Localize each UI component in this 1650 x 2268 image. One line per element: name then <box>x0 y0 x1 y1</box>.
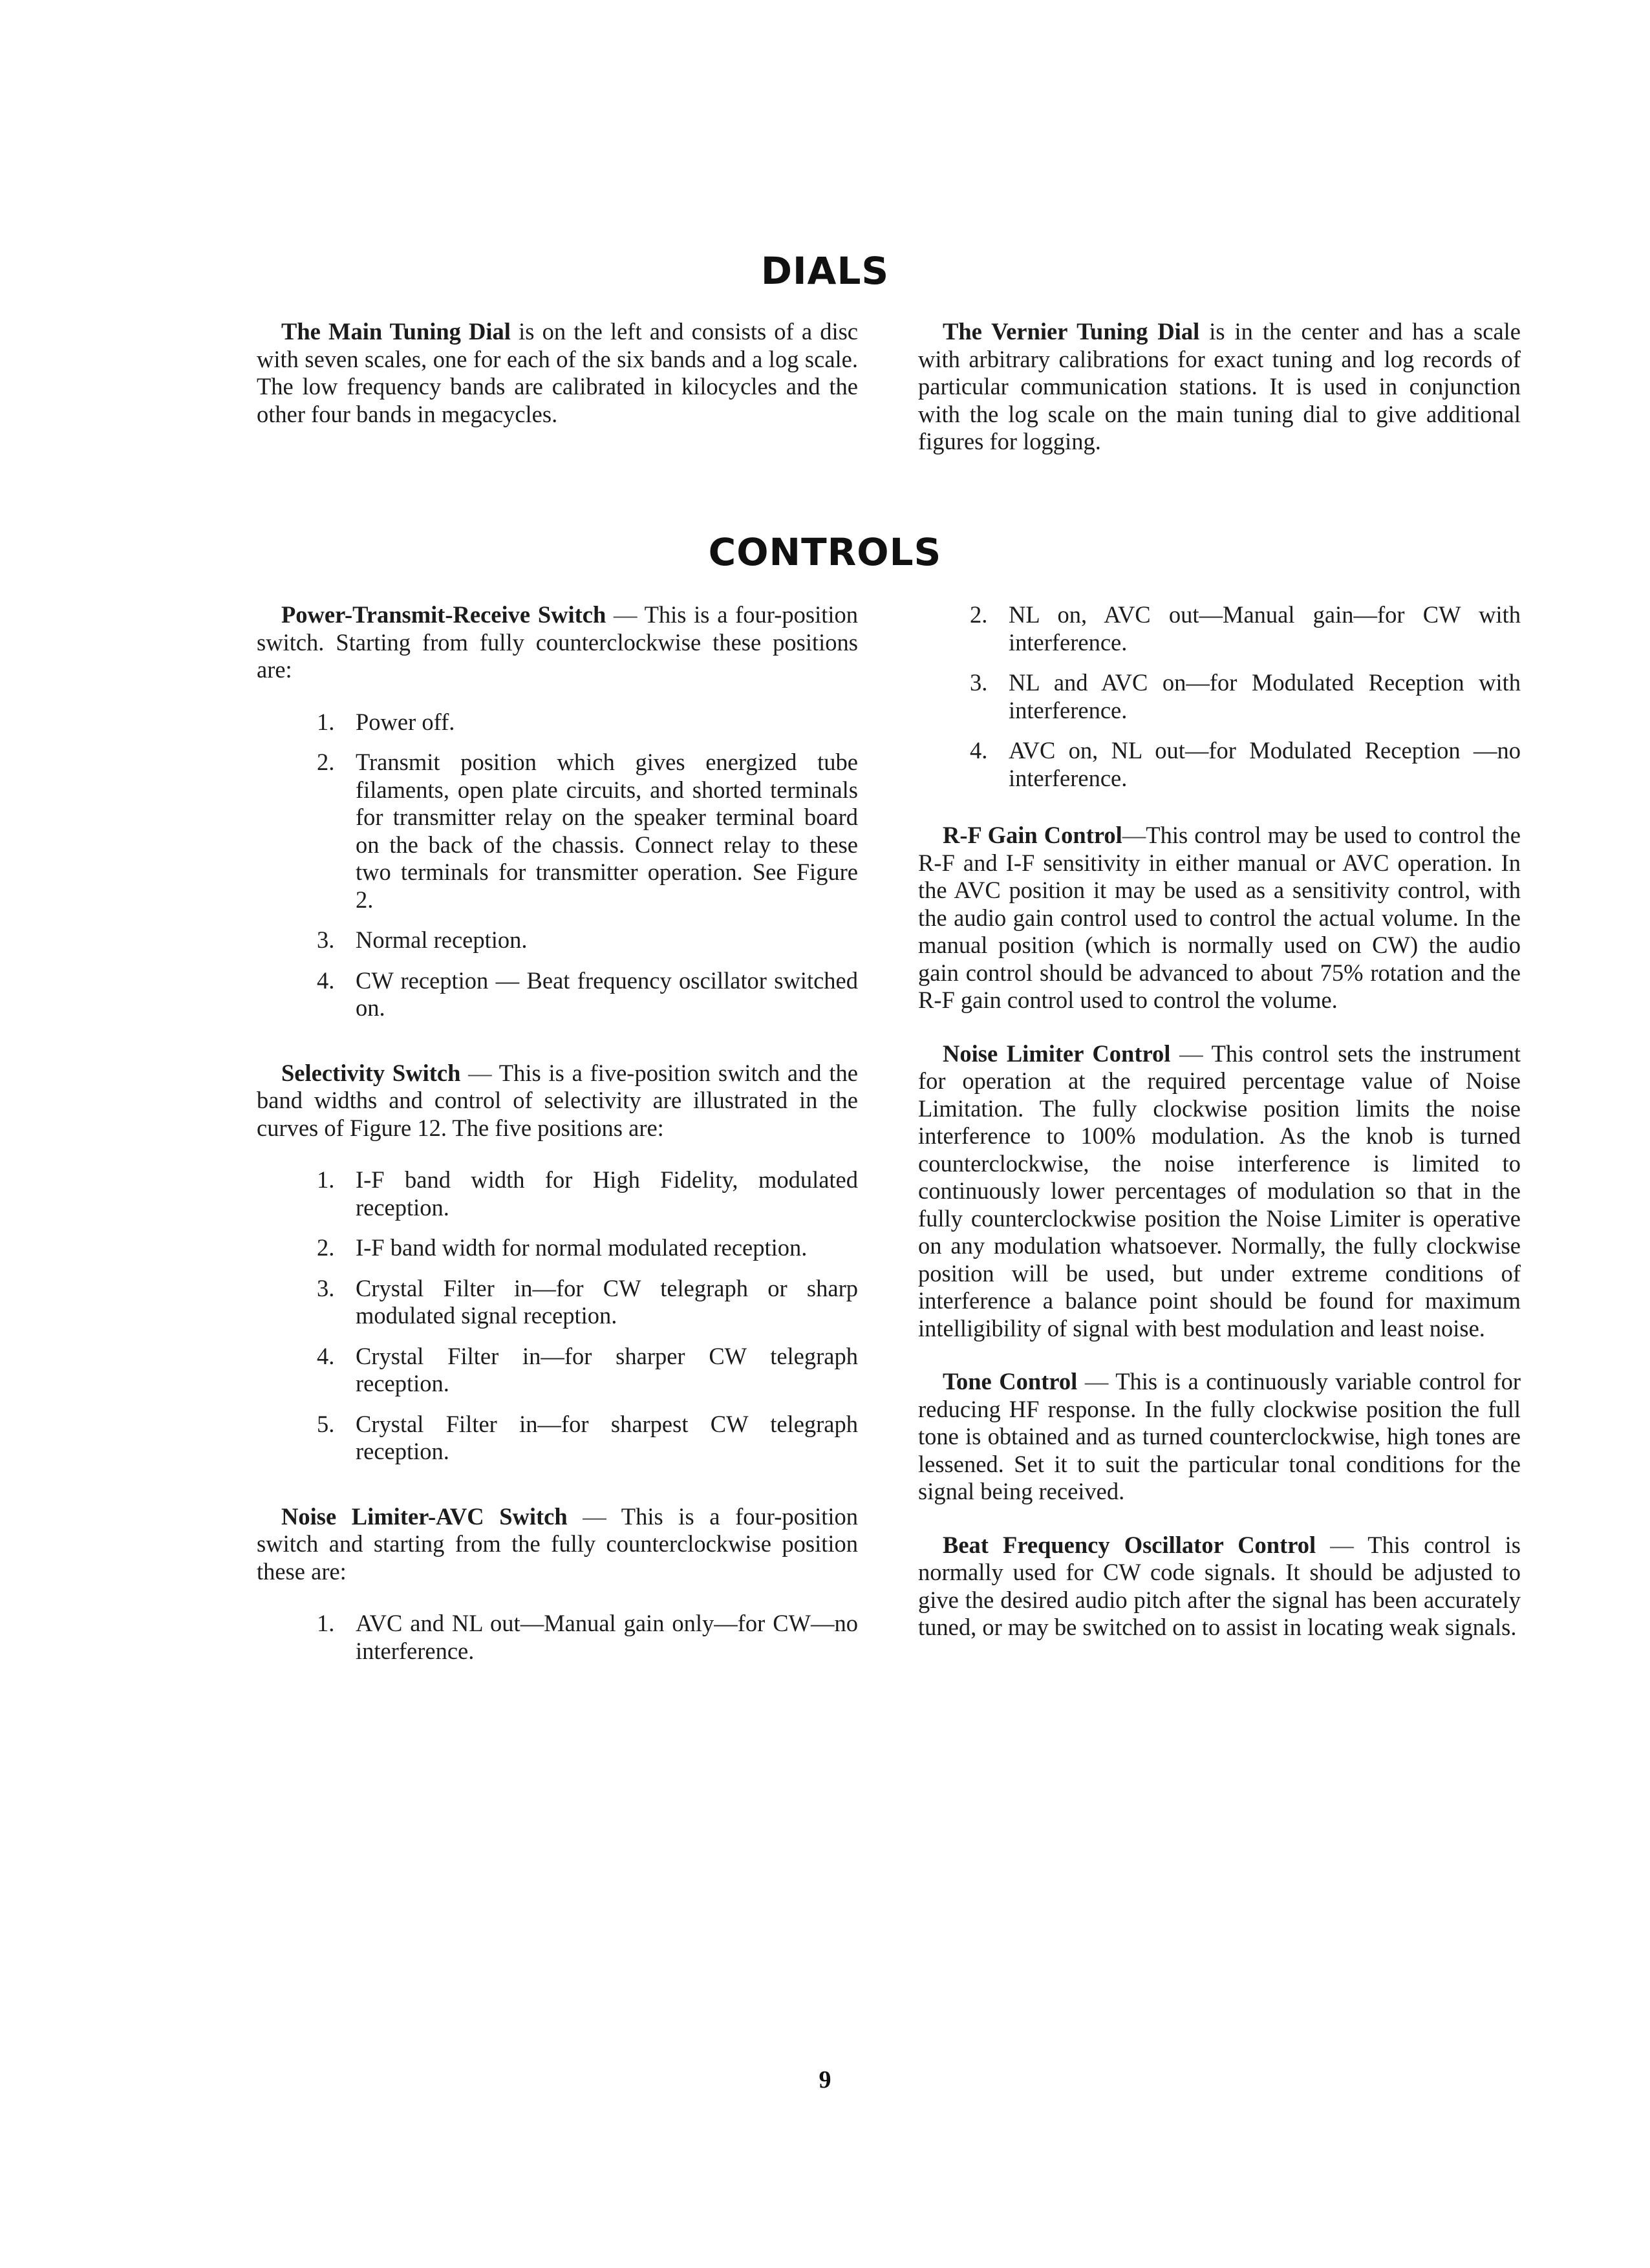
vernier-tuning-dial-text: is in the center and has a scale with arbitrary calibrations for exact tuning and log records of particular communication stations. It is used in conjunction with the log scale on the main tuning dial to give additional figures for logging. <box>918 318 1521 455</box>
item-text: AVC on, NL out—for Modulated Reception —no interference. <box>1009 737 1521 791</box>
item-number: 3. <box>970 669 988 696</box>
selectivity-switch-section <box>257 1060 858 1466</box>
vernier-tuning-dial-lead: The Vernier Tuning Dial <box>943 318 1200 345</box>
list-item <box>317 1343 858 1398</box>
item-text: Crystal Filter in—for sharpest CW telegraph reception. <box>356 1410 858 1464</box>
selectivity-switch-positions <box>257 1166 858 1466</box>
tone-control-lead: Tone Control <box>943 1368 1078 1395</box>
noise-limiter-avc-switch-lead: Noise Limiter-AVC Switch <box>281 1503 568 1530</box>
item-number: 1. <box>317 1610 335 1636</box>
item-text: NL on, AVC out—Manual gain—for CW with interference. <box>1009 601 1521 656</box>
bfo-control-lead: Beat Frequency Oscillator Control <box>943 1531 1316 1558</box>
list-item <box>970 737 1521 792</box>
em-dash: — <box>1122 822 1146 848</box>
noise-limiter-avc-switch-paragraph <box>257 1503 858 1586</box>
item-number: 1. <box>317 708 335 735</box>
tone-control-section <box>918 1368 1521 1506</box>
list-item <box>317 1610 858 1665</box>
main-tuning-dial-lead: The Main Tuning Dial <box>281 318 511 345</box>
power-switch-paragraph <box>257 601 858 684</box>
controls-heading: CONTROLS <box>708 530 942 574</box>
list-item <box>317 709 858 736</box>
item-number: 4. <box>970 737 988 764</box>
list-item <box>317 967 858 1022</box>
list-item <box>317 926 858 954</box>
rf-gain-control-lead: R-F Gain Control <box>943 822 1122 848</box>
bfo-control-text: This control is normally used for CW code signals. It should be adjusted to give the desired audio pitch after the signal has been accurately tuned, or may be switched on to assist in locating weak signals. <box>918 1531 1521 1640</box>
dials-heading: DIALS <box>760 249 890 293</box>
noise-limiter-control-lead: Noise Limiter Control <box>943 1040 1171 1067</box>
main-tuning-dial-paragraph <box>257 318 858 428</box>
list-item <box>317 1411 858 1466</box>
noise-limiter-control-section <box>918 1040 1521 1343</box>
noise-limiter-control-text: This control sets the instrument for operation at the required percentage value of Noise Limitation. The fully clockwise position limits the noise interference to 100% modulation. As the knob is turned counterclockwise, the noise interference is limited to continuously lower percentages of modulation so that in the fully counterclockwise position the Noise Limiter is operative on any modulation whatsoever. Normally, the fully clockwise position will be used, but under extreme conditions of interference a balance point should be found for maximum intelligibility of signal with best modulation and least noise. <box>918 1040 1521 1342</box>
power-switch-positions <box>257 709 858 1022</box>
list-item <box>317 749 858 914</box>
noise-limiter-avc-switch-text: This is a four-position switch and starting from the fully counterclockwise position these are: <box>257 1503 858 1585</box>
selectivity-switch-paragraph <box>257 1060 858 1142</box>
list-item <box>970 669 1521 724</box>
item-text: CW reception — Beat frequency oscillator switched on. <box>356 967 858 1021</box>
list-item <box>317 1234 858 1262</box>
vernier-tuning-dial-paragraph <box>918 318 1521 456</box>
em-dash: — <box>460 1059 499 1086</box>
power-switch-section <box>257 601 858 1022</box>
power-switch-text: This is a four-position switch. Starting from fully counterclockwise these positions are: <box>257 601 859 683</box>
item-text: NL and AVC on—for Modulated Reception with interference. <box>1009 669 1521 723</box>
main-tuning-dial-text: is on the left and consists of a disc with seven scales, one for each of the six bands and a log scale. The low frequency bands are calibrated in kilocycles and the other four bands in megacycles. <box>257 318 858 427</box>
noise-limiter-avc-positions-part2 <box>918 601 1521 792</box>
item-text: Power off. <box>356 708 455 735</box>
item-number: 4. <box>317 1342 335 1369</box>
em-dash: — <box>1316 1531 1368 1558</box>
selectivity-switch-text: This is a five-position switch and the band widths and control of selectivity are illustrated in the curves of Figure 12. The five positions are: <box>257 1059 858 1141</box>
tone-control-text: This is a continuously variable control for reducing HF response. In the fully clockwise position the full tone is obtained and as turned counterclockwise, high tones are lessened. Set it to suit the particular tonal conditions for the signal being received. <box>918 1368 1521 1504</box>
list-item <box>970 601 1521 656</box>
item-number: 5. <box>317 1410 335 1437</box>
em-dash: — <box>1170 1040 1212 1067</box>
item-number: 3. <box>317 1274 335 1301</box>
rf-gain-control-paragraph <box>918 822 1521 1014</box>
noise-limiter-avc-switch-section <box>257 1503 858 1665</box>
list-item <box>317 1275 858 1330</box>
selectivity-switch-lead: Selectivity Switch <box>281 1059 461 1086</box>
item-text: Normal reception. <box>356 926 528 953</box>
item-number: 3. <box>317 926 335 953</box>
bfo-control-paragraph <box>918 1532 1521 1642</box>
item-text: Transmit position which gives energized tube filaments, open plate circuits, and shorted terminals for transmitter relay on the speaker terminal board on the back of the chassis. Connect relay to these two terminals for transmitter operation. See Figure 2. <box>356 749 858 913</box>
noise-limiter-control-paragraph <box>918 1040 1521 1343</box>
controls-right-column <box>918 601 1521 1679</box>
item-number: 2. <box>317 749 335 775</box>
item-text: Crystal Filter in—for sharper CW telegraph reception. <box>356 1342 858 1396</box>
noise-limiter-avc-continued <box>918 601 1521 792</box>
page-number: 9 <box>819 2066 831 2093</box>
rf-gain-control-text: This control may be used to control the R-F and I-F sensitivity in either manual or AVC operation. In the AVC position it may be used as a sensitivity control, with the audio gain control used to control the actual volume. In the manual position (which is normally used on CW) the audio gain control should be advanced to about 75% rotation and the R-F gain control used to control the volume. <box>918 822 1521 1013</box>
controls-left-column <box>257 601 858 1702</box>
em-dash: — <box>606 601 645 628</box>
vernier-tuning-dial-section <box>918 318 1521 456</box>
main-tuning-dial-section <box>257 318 858 428</box>
bfo-control-section <box>918 1532 1521 1642</box>
em-dash: — <box>567 1503 621 1530</box>
item-text: Crystal Filter in—for CW telegraph or sharp modulated signal reception. <box>356 1274 858 1329</box>
item-number: 4. <box>317 967 335 994</box>
item-number: 1. <box>317 1166 335 1193</box>
power-switch-lead: Power-Transmit-Receive Switch <box>281 601 606 628</box>
item-number: 2. <box>970 601 988 628</box>
tone-control-paragraph <box>918 1368 1521 1506</box>
em-dash: — <box>1077 1368 1116 1395</box>
noise-limiter-avc-positions-part1 <box>257 1610 858 1665</box>
rf-gain-control-section <box>918 822 1521 1014</box>
item-text: I-F band width for High Fidelity, modulated reception. <box>356 1166 858 1221</box>
item-text: I-F band width for normal modulated reception. <box>356 1234 808 1261</box>
list-item <box>317 1166 858 1221</box>
item-text: AVC and NL out—Manual gain only—for CW—no interference. <box>356 1610 858 1664</box>
item-number: 2. <box>317 1234 335 1261</box>
